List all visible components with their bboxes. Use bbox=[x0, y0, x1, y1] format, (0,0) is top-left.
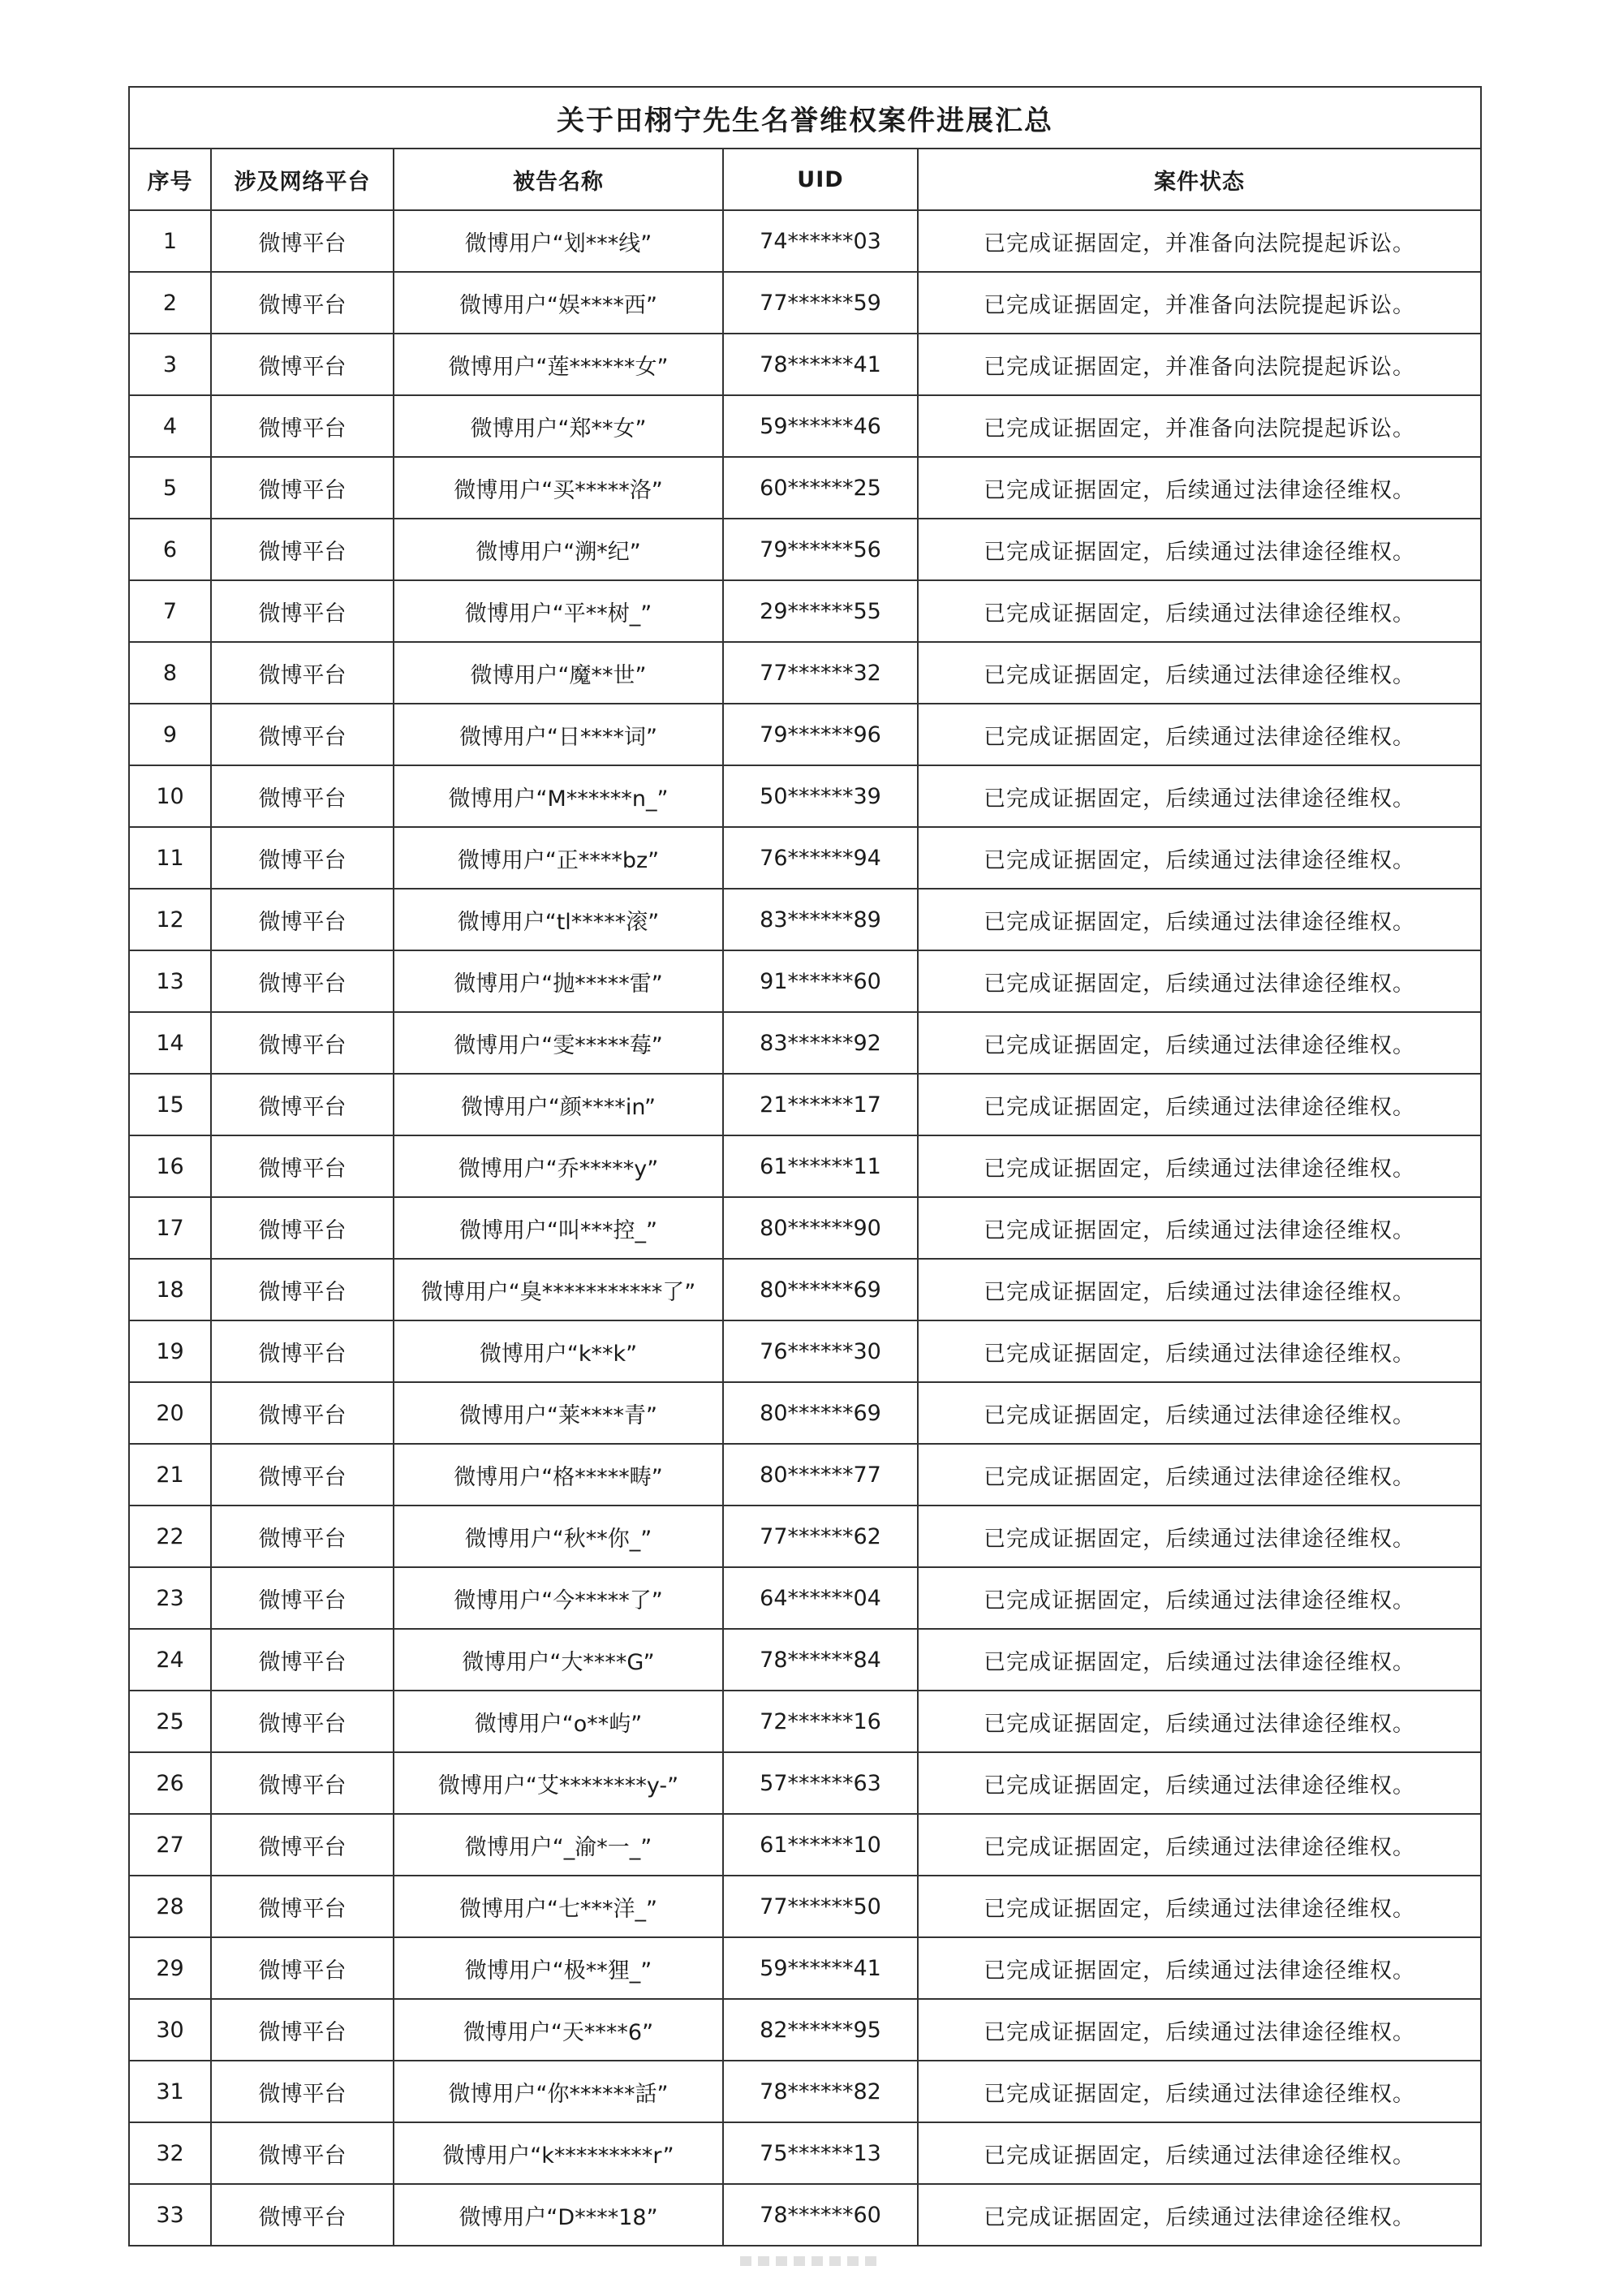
table-row bbox=[129, 642, 1481, 704]
cell-status: 已完成证据固定，后续通过法律途径维权。 bbox=[918, 827, 1481, 889]
cell-no: 33 bbox=[129, 2184, 211, 2246]
cell-platform: 微博平台 bbox=[211, 1999, 394, 2061]
cell-uid: 83******89 bbox=[723, 889, 918, 950]
cell-status: 已完成证据固定，后续通过法律途径维权。 bbox=[918, 1567, 1481, 1629]
cell-defendant: 微博用户“艾********y-” bbox=[394, 1752, 723, 1814]
cell-platform: 微博平台 bbox=[211, 1320, 394, 1382]
cell-defendant: 微博用户“莲******女” bbox=[394, 334, 723, 395]
cell-defendant: 微博用户“o**屿” bbox=[394, 1691, 723, 1752]
table-row bbox=[129, 1444, 1481, 1506]
cell-no: 23 bbox=[129, 1567, 211, 1629]
cell-no: 16 bbox=[129, 1135, 211, 1197]
document-title: 关于田栩宁先生名誉维权案件进展汇总 bbox=[129, 87, 1481, 149]
table-row bbox=[129, 210, 1481, 272]
cell-no: 7 bbox=[129, 580, 211, 642]
cell-no: 10 bbox=[129, 765, 211, 827]
cell-platform: 微博平台 bbox=[211, 1629, 394, 1691]
cell-platform: 微博平台 bbox=[211, 1074, 394, 1135]
cell-no: 11 bbox=[129, 827, 211, 889]
cell-status: 已完成证据固定，后续通过法律途径维权。 bbox=[918, 642, 1481, 704]
cell-no: 14 bbox=[129, 1012, 211, 1074]
table-row bbox=[129, 1629, 1481, 1691]
cell-no: 32 bbox=[129, 2122, 211, 2184]
cell-uid: 59******41 bbox=[723, 1937, 918, 1999]
column-header-uid: UID bbox=[723, 149, 918, 210]
cell-defendant: 微博用户“秋**你_” bbox=[394, 1506, 723, 1567]
table-row bbox=[129, 1074, 1481, 1135]
watermark-dots bbox=[740, 2256, 883, 2266]
cell-status: 已完成证据固定，后续通过法律途径维权。 bbox=[918, 765, 1481, 827]
cell-status: 已完成证据固定，后续通过法律途径维权。 bbox=[918, 1382, 1481, 1444]
cell-uid: 72******16 bbox=[723, 1691, 918, 1752]
cell-uid: 59******46 bbox=[723, 395, 918, 457]
cell-defendant: 微博用户“大****G” bbox=[394, 1629, 723, 1691]
cell-uid: 80******77 bbox=[723, 1444, 918, 1506]
cell-uid: 77******50 bbox=[723, 1876, 918, 1937]
table-row bbox=[129, 519, 1481, 580]
cell-platform: 微博平台 bbox=[211, 950, 394, 1012]
cell-status: 已完成证据固定，后续通过法律途径维权。 bbox=[918, 1197, 1481, 1259]
cell-no: 17 bbox=[129, 1197, 211, 1259]
table-row bbox=[129, 1382, 1481, 1444]
table-row bbox=[129, 272, 1481, 334]
table-row bbox=[129, 1197, 1481, 1259]
table-row bbox=[129, 2061, 1481, 2122]
column-header-no: 序号 bbox=[129, 149, 211, 210]
cell-defendant: 微博用户“M******n_” bbox=[394, 765, 723, 827]
cell-platform: 微博平台 bbox=[211, 642, 394, 704]
cell-status: 已完成证据固定，后续通过法律途径维权。 bbox=[918, 1259, 1481, 1320]
cell-status: 已完成证据固定，后续通过法律途径维权。 bbox=[918, 580, 1481, 642]
table-title-row bbox=[129, 87, 1481, 149]
cell-defendant: 微博用户“划***线” bbox=[394, 210, 723, 272]
cell-uid: 61******11 bbox=[723, 1135, 918, 1197]
cell-platform: 微博平台 bbox=[211, 519, 394, 580]
table-row bbox=[129, 1506, 1481, 1567]
cell-defendant: 微博用户“格*****畴” bbox=[394, 1444, 723, 1506]
cell-platform: 微博平台 bbox=[211, 457, 394, 519]
cell-uid: 61******10 bbox=[723, 1814, 918, 1876]
cell-defendant: 微博用户“颜****in” bbox=[394, 1074, 723, 1135]
cell-status: 已完成证据固定，后续通过法律途径维权。 bbox=[918, 457, 1481, 519]
cell-defendant: 微博用户“今*****了” bbox=[394, 1567, 723, 1629]
table-row bbox=[129, 395, 1481, 457]
table-row bbox=[129, 1320, 1481, 1382]
cell-uid: 74******03 bbox=[723, 210, 918, 272]
cell-defendant: 微博用户“乔*****y” bbox=[394, 1135, 723, 1197]
cell-uid: 82******95 bbox=[723, 1999, 918, 2061]
cell-uid: 91******60 bbox=[723, 950, 918, 1012]
cell-platform: 微博平台 bbox=[211, 765, 394, 827]
cell-no: 13 bbox=[129, 950, 211, 1012]
cell-no: 21 bbox=[129, 1444, 211, 1506]
table-row bbox=[129, 1012, 1481, 1074]
case-progress-table bbox=[128, 86, 1482, 2246]
cell-uid: 79******56 bbox=[723, 519, 918, 580]
cell-platform: 微博平台 bbox=[211, 1012, 394, 1074]
cell-status: 已完成证据固定，后续通过法律途径维权。 bbox=[918, 1506, 1481, 1567]
table-body bbox=[129, 210, 1481, 2246]
cell-platform: 微博平台 bbox=[211, 1135, 394, 1197]
cell-status: 已完成证据固定，后续通过法律途径维权。 bbox=[918, 1691, 1481, 1752]
cell-uid: 80******90 bbox=[723, 1197, 918, 1259]
cell-defendant: 微博用户“日****词” bbox=[394, 704, 723, 765]
cell-defendant: 微博用户“叫***控_” bbox=[394, 1197, 723, 1259]
cell-platform: 微博平台 bbox=[211, 1937, 394, 1999]
cell-uid: 80******69 bbox=[723, 1259, 918, 1320]
cell-uid: 78******84 bbox=[723, 1629, 918, 1691]
cell-platform: 微博平台 bbox=[211, 1567, 394, 1629]
cell-no: 20 bbox=[129, 1382, 211, 1444]
cell-status: 已完成证据固定，后续通过法律途径维权。 bbox=[918, 2122, 1481, 2184]
cell-no: 18 bbox=[129, 1259, 211, 1320]
table-row bbox=[129, 2122, 1481, 2184]
cell-defendant: 微博用户“莱****青” bbox=[394, 1382, 723, 1444]
cell-status: 已完成证据固定，后续通过法律途径维权。 bbox=[918, 1320, 1481, 1382]
table-row bbox=[129, 1937, 1481, 1999]
cell-platform: 微博平台 bbox=[211, 395, 394, 457]
cell-status: 已完成证据固定，后续通过法律途径维权。 bbox=[918, 889, 1481, 950]
cell-platform: 微博平台 bbox=[211, 1444, 394, 1506]
table-row bbox=[129, 1814, 1481, 1876]
cell-platform: 微博平台 bbox=[211, 1876, 394, 1937]
cell-uid: 77******62 bbox=[723, 1506, 918, 1567]
cell-defendant: 微博用户“郑**女” bbox=[394, 395, 723, 457]
cell-no: 24 bbox=[129, 1629, 211, 1691]
cell-uid: 78******60 bbox=[723, 2184, 918, 2246]
cell-uid: 78******82 bbox=[723, 2061, 918, 2122]
cell-no: 12 bbox=[129, 889, 211, 950]
cell-uid: 76******94 bbox=[723, 827, 918, 889]
cell-status: 已完成证据固定，后续通过法律途径维权。 bbox=[918, 950, 1481, 1012]
cell-platform: 微博平台 bbox=[211, 1506, 394, 1567]
cell-platform: 微博平台 bbox=[211, 827, 394, 889]
table-row bbox=[129, 827, 1481, 889]
cell-defendant: 微博用户“极**狸_” bbox=[394, 1937, 723, 1999]
cell-defendant: 微博用户“娱****西” bbox=[394, 272, 723, 334]
cell-status: 已完成证据固定，后续通过法律途径维权。 bbox=[918, 1876, 1481, 1937]
cell-defendant: 微博用户“雯*****莓” bbox=[394, 1012, 723, 1074]
cell-status: 已完成证据固定，后续通过法律途径维权。 bbox=[918, 1012, 1481, 1074]
cell-no: 15 bbox=[129, 1074, 211, 1135]
cell-no: 9 bbox=[129, 704, 211, 765]
column-header-status: 案件状态 bbox=[918, 149, 1481, 210]
table-row bbox=[129, 1999, 1481, 2061]
cell-no: 27 bbox=[129, 1814, 211, 1876]
cell-uid: 77******32 bbox=[723, 642, 918, 704]
cell-uid: 76******30 bbox=[723, 1320, 918, 1382]
cell-uid: 64******04 bbox=[723, 1567, 918, 1629]
cell-no: 5 bbox=[129, 457, 211, 519]
cell-no: 3 bbox=[129, 334, 211, 395]
cell-no: 1 bbox=[129, 210, 211, 272]
cell-platform: 微博平台 bbox=[211, 889, 394, 950]
cell-platform: 微博平台 bbox=[211, 1382, 394, 1444]
cell-defendant: 微博用户“溯*纪” bbox=[394, 519, 723, 580]
cell-uid: 60******25 bbox=[723, 457, 918, 519]
cell-defendant: 微博用户“你******話” bbox=[394, 2061, 723, 2122]
cell-status: 已完成证据固定，后续通过法律途径维权。 bbox=[918, 1814, 1481, 1876]
cell-uid: 21******17 bbox=[723, 1074, 918, 1135]
table-row bbox=[129, 2184, 1481, 2246]
cell-no: 19 bbox=[129, 1320, 211, 1382]
cell-defendant: 微博用户“D****18” bbox=[394, 2184, 723, 2246]
cell-defendant: 微博用户“魔**世” bbox=[394, 642, 723, 704]
cell-defendant: 微博用户“天****6” bbox=[394, 1999, 723, 2061]
cell-uid: 57******63 bbox=[723, 1752, 918, 1814]
table-row bbox=[129, 1135, 1481, 1197]
cell-no: 26 bbox=[129, 1752, 211, 1814]
cell-platform: 微博平台 bbox=[211, 2122, 394, 2184]
cell-defendant: 微博用户“k**k” bbox=[394, 1320, 723, 1382]
cell-status: 已完成证据固定，后续通过法律途径维权。 bbox=[918, 519, 1481, 580]
cell-platform: 微博平台 bbox=[211, 210, 394, 272]
table-row bbox=[129, 704, 1481, 765]
cell-status: 已完成证据固定，并准备向法院提起诉讼。 bbox=[918, 272, 1481, 334]
cell-platform: 微博平台 bbox=[211, 334, 394, 395]
table-header-row bbox=[129, 149, 1481, 210]
cell-defendant: 微博用户“抛*****雷” bbox=[394, 950, 723, 1012]
cell-no: 25 bbox=[129, 1691, 211, 1752]
cell-defendant: 微博用户“正****bz” bbox=[394, 827, 723, 889]
cell-platform: 微博平台 bbox=[211, 580, 394, 642]
cell-platform: 微博平台 bbox=[211, 1691, 394, 1752]
cell-platform: 微博平台 bbox=[211, 272, 394, 334]
cell-no: 22 bbox=[129, 1506, 211, 1567]
cell-no: 31 bbox=[129, 2061, 211, 2122]
column-header-defendant: 被告名称 bbox=[394, 149, 723, 210]
cell-no: 29 bbox=[129, 1937, 211, 1999]
cell-uid: 78******41 bbox=[723, 334, 918, 395]
table-row bbox=[129, 457, 1481, 519]
cell-uid: 80******69 bbox=[723, 1382, 918, 1444]
cell-uid: 50******39 bbox=[723, 765, 918, 827]
cell-platform: 微博平台 bbox=[211, 2184, 394, 2246]
cell-defendant: 微博用户“k*********r” bbox=[394, 2122, 723, 2184]
cell-platform: 微博平台 bbox=[211, 704, 394, 765]
table-row bbox=[129, 889, 1481, 950]
cell-no: 4 bbox=[129, 395, 211, 457]
cell-status: 已完成证据固定，后续通过法律途径维权。 bbox=[918, 1444, 1481, 1506]
cell-status: 已完成证据固定，后续通过法律途径维权。 bbox=[918, 1629, 1481, 1691]
cell-platform: 微博平台 bbox=[211, 1197, 394, 1259]
cell-defendant: 微博用户“平**树_” bbox=[394, 580, 723, 642]
cell-platform: 微博平台 bbox=[211, 1752, 394, 1814]
cell-platform: 微博平台 bbox=[211, 2061, 394, 2122]
cell-uid: 79******96 bbox=[723, 704, 918, 765]
table-row bbox=[129, 1876, 1481, 1937]
table-row bbox=[129, 1691, 1481, 1752]
table-row bbox=[129, 1567, 1481, 1629]
table-row bbox=[129, 1752, 1481, 1814]
cell-defendant: 微博用户“臭***********了” bbox=[394, 1259, 723, 1320]
cell-status: 已完成证据固定，后续通过法律途径维权。 bbox=[918, 1937, 1481, 1999]
cell-defendant: 微博用户“tl*****滚” bbox=[394, 889, 723, 950]
cell-status: 已完成证据固定，后续通过法律途径维权。 bbox=[918, 2184, 1481, 2246]
cell-status: 已完成证据固定，后续通过法律途径维权。 bbox=[918, 1999, 1481, 2061]
table-row bbox=[129, 950, 1481, 1012]
cell-uid: 29******55 bbox=[723, 580, 918, 642]
table-row bbox=[129, 765, 1481, 827]
cell-status: 已完成证据固定，并准备向法院提起诉讼。 bbox=[918, 395, 1481, 457]
cell-platform: 微博平台 bbox=[211, 1814, 394, 1876]
cell-status: 已完成证据固定，并准备向法院提起诉讼。 bbox=[918, 334, 1481, 395]
cell-status: 已完成证据固定，后续通过法律途径维权。 bbox=[918, 2061, 1481, 2122]
cell-uid: 75******13 bbox=[723, 2122, 918, 2184]
cell-status: 已完成证据固定，后续通过法律途径维权。 bbox=[918, 1135, 1481, 1197]
cell-status: 已完成证据固定，后续通过法律途径维权。 bbox=[918, 1752, 1481, 1814]
cell-uid: 83******92 bbox=[723, 1012, 918, 1074]
cell-no: 28 bbox=[129, 1876, 211, 1937]
cell-platform: 微博平台 bbox=[211, 1259, 394, 1320]
cell-status: 已完成证据固定，并准备向法院提起诉讼。 bbox=[918, 210, 1481, 272]
cell-no: 8 bbox=[129, 642, 211, 704]
table-row bbox=[129, 1259, 1481, 1320]
cell-status: 已完成证据固定，后续通过法律途径维权。 bbox=[918, 1074, 1481, 1135]
cell-no: 6 bbox=[129, 519, 211, 580]
table-row bbox=[129, 580, 1481, 642]
column-header-platform: 涉及网络平台 bbox=[211, 149, 394, 210]
table-row bbox=[129, 334, 1481, 395]
cell-defendant: 微博用户“七***洋_” bbox=[394, 1876, 723, 1937]
cell-status: 已完成证据固定，后续通过法律途径维权。 bbox=[918, 704, 1481, 765]
cell-defendant: 微博用户“买*****洛” bbox=[394, 457, 723, 519]
cell-no: 30 bbox=[129, 1999, 211, 2061]
cell-defendant: 微博用户“_渝*一_” bbox=[394, 1814, 723, 1876]
cell-no: 2 bbox=[129, 272, 211, 334]
cell-uid: 77******59 bbox=[723, 272, 918, 334]
